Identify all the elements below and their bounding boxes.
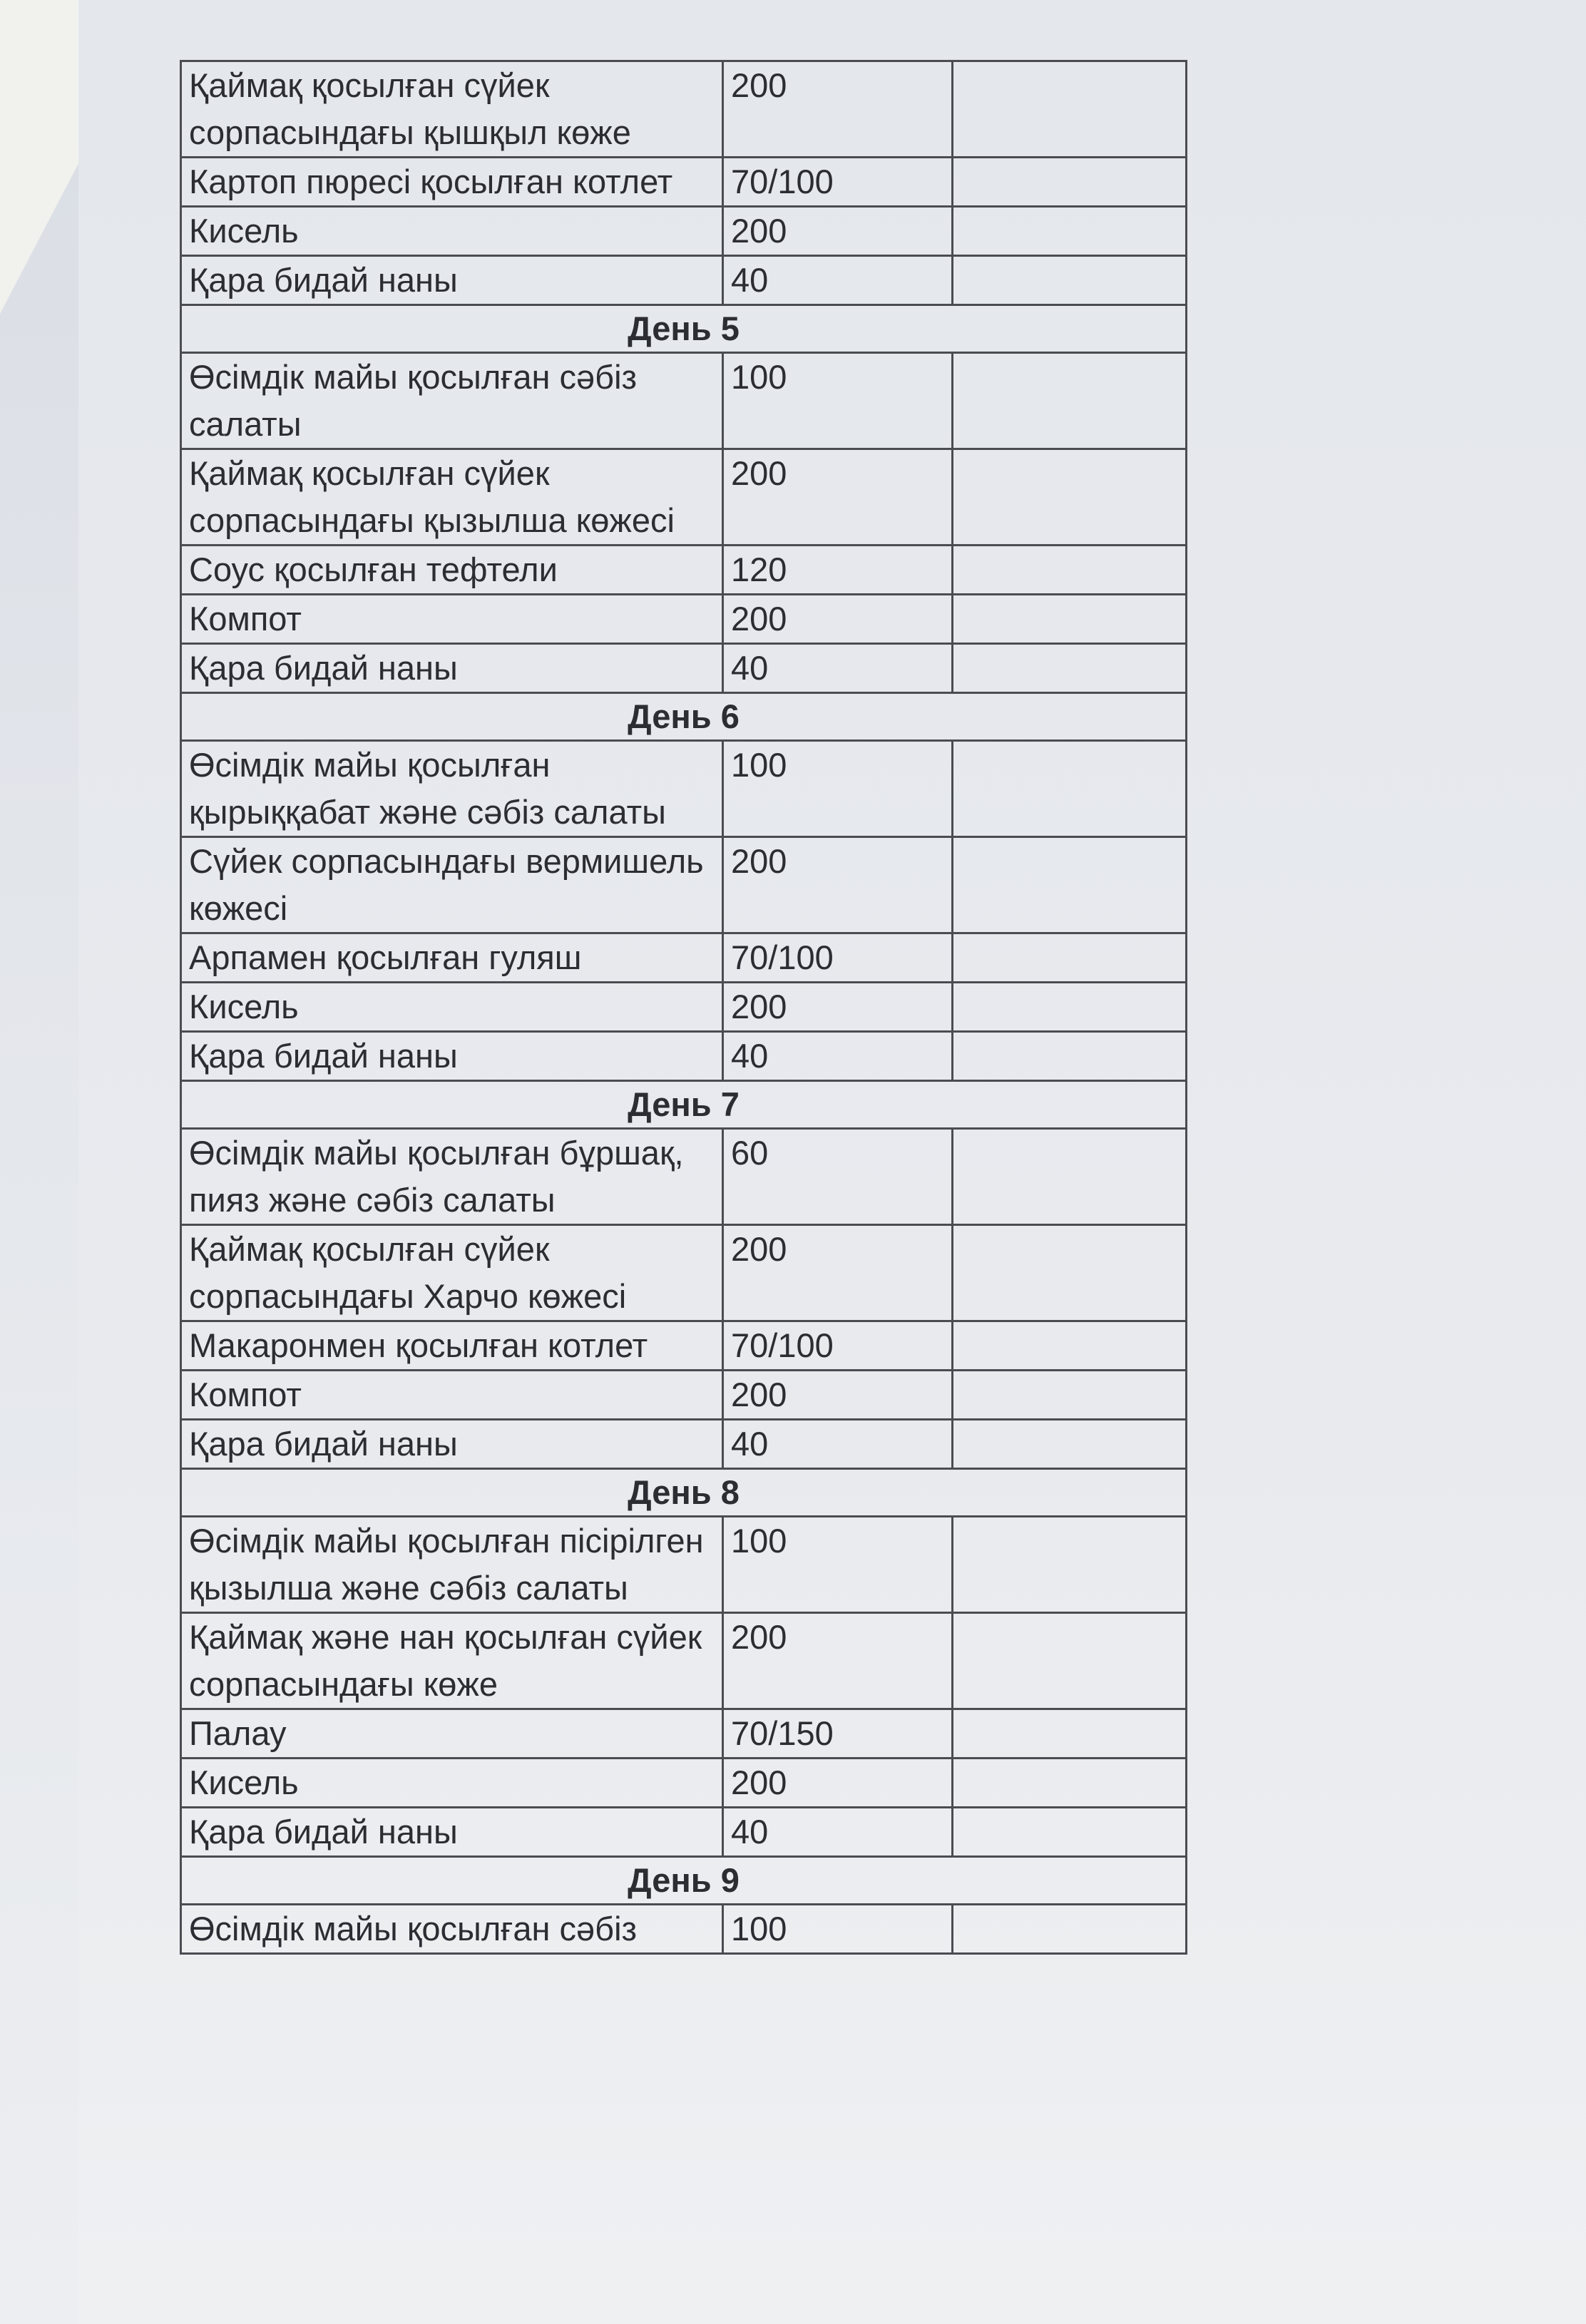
portion-cell: 200 <box>723 207 953 256</box>
dish-name-cell: Кисель <box>181 207 723 256</box>
table-row <box>181 546 1187 595</box>
dish-name-cell: Қаймақ қосылған сүйек сорпасындағы қышқыл көже <box>181 61 723 158</box>
empty-cell <box>953 207 1187 256</box>
empty-cell <box>953 1032 1187 1081</box>
empty-cell <box>953 741 1187 837</box>
portion-cell: 100 <box>723 1905 953 1954</box>
dish-name-cell: Өсімдік майы қосылған сәбіз <box>181 1905 723 1954</box>
menu-table <box>180 60 1187 1955</box>
dish-name-cell: Қаймақ қосылған сүйек сорпасындағы Харчо көжесі <box>181 1225 723 1321</box>
dish-name-cell: Макаронмен қосылған котлет <box>181 1321 723 1371</box>
dish-name-cell: Картоп пюресі қосылған котлет <box>181 158 723 207</box>
table-row <box>181 1129 1187 1225</box>
table-row <box>181 837 1187 933</box>
day-header-row <box>181 1469 1187 1517</box>
dish-name-cell: Компот <box>181 1371 723 1420</box>
dish-name-cell: Қара бидай наны <box>181 644 723 693</box>
empty-cell <box>953 595 1187 644</box>
table-row <box>181 61 1187 158</box>
dish-name-cell: Соус қосылған тефтели <box>181 546 723 595</box>
dish-name-cell: Қара бидай наны <box>181 256 723 305</box>
portion-cell: 40 <box>723 1032 953 1081</box>
table-row <box>181 207 1187 256</box>
table-row <box>181 256 1187 305</box>
dish-name-cell: Қара бидай наны <box>181 1808 723 1857</box>
table-row <box>181 1420 1187 1469</box>
day-header: День 7 <box>181 1081 1187 1129</box>
table-row <box>181 1905 1187 1954</box>
dish-name-cell: Өсімдік майы қосылған пісірілген қызылша және сәбіз салаты <box>181 1517 723 1613</box>
empty-cell <box>953 1709 1187 1759</box>
table-row <box>181 983 1187 1032</box>
table-row <box>181 1225 1187 1321</box>
day-header: День 5 <box>181 305 1187 353</box>
portion-cell: 40 <box>723 1420 953 1469</box>
portion-cell: 100 <box>723 1517 953 1613</box>
empty-cell <box>953 1613 1187 1709</box>
table-row <box>181 1517 1187 1613</box>
table-row <box>181 1808 1187 1857</box>
table-row <box>181 1613 1187 1709</box>
dish-name-cell: Қара бидай наны <box>181 1420 723 1469</box>
day-header-row <box>181 693 1187 741</box>
dish-name-cell: Өсімдік майы қосылған бұршақ, пияз және сәбіз салаты <box>181 1129 723 1225</box>
portion-cell: 200 <box>723 1225 953 1321</box>
empty-cell <box>953 933 1187 983</box>
day-header-row <box>181 1081 1187 1129</box>
dish-name-cell: Қаймақ қосылған сүйек сорпасындағы қызылша көжесі <box>181 449 723 546</box>
portion-cell: 200 <box>723 449 953 546</box>
table-row <box>181 449 1187 546</box>
empty-cell <box>953 1517 1187 1613</box>
empty-cell <box>953 644 1187 693</box>
table-row <box>181 1759 1187 1808</box>
portion-cell: 200 <box>723 1613 953 1709</box>
empty-cell <box>953 1420 1187 1469</box>
empty-cell <box>953 546 1187 595</box>
dish-name-cell: Қаймақ және нан қосылған сүйек сорпасындағы көже <box>181 1613 723 1709</box>
portion-cell: 200 <box>723 983 953 1032</box>
portion-cell: 100 <box>723 741 953 837</box>
portion-cell: 200 <box>723 61 953 158</box>
dish-name-cell: Кисель <box>181 1759 723 1808</box>
portion-cell: 70/100 <box>723 933 953 983</box>
empty-cell <box>953 449 1187 546</box>
portion-cell: 200 <box>723 595 953 644</box>
table-row <box>181 741 1187 837</box>
table-row <box>181 353 1187 449</box>
dish-name-cell: Сүйек сорпасындағы вермишель көжесі <box>181 837 723 933</box>
menu-table-body <box>181 61 1187 1954</box>
portion-cell: 100 <box>723 353 953 449</box>
day-header-row <box>181 1857 1187 1905</box>
table-row <box>181 1709 1187 1759</box>
table-row <box>181 595 1187 644</box>
table-row <box>181 644 1187 693</box>
table-row <box>181 1032 1187 1081</box>
empty-cell <box>953 158 1187 207</box>
portion-cell: 70/100 <box>723 158 953 207</box>
day-header: День 6 <box>181 693 1187 741</box>
dish-name-cell: Арпамен қосылған гуляш <box>181 933 723 983</box>
empty-cell <box>953 1225 1187 1321</box>
dish-name-cell: Өсімдік майы қосылған сәбіз салаты <box>181 353 723 449</box>
portion-cell: 70/100 <box>723 1321 953 1371</box>
portion-cell: 200 <box>723 1371 953 1420</box>
portion-cell: 40 <box>723 644 953 693</box>
portion-cell: 200 <box>723 1759 953 1808</box>
day-header: День 9 <box>181 1857 1187 1905</box>
table-row <box>181 1371 1187 1420</box>
empty-cell <box>953 61 1187 158</box>
empty-cell <box>953 1808 1187 1857</box>
empty-cell <box>953 1371 1187 1420</box>
empty-cell <box>953 983 1187 1032</box>
empty-cell <box>953 1905 1187 1954</box>
empty-cell <box>953 256 1187 305</box>
portion-cell: 70/150 <box>723 1709 953 1759</box>
day-header: День 8 <box>181 1469 1187 1517</box>
dish-name-cell: Өсімдік майы қосылған қырыққабат және сәбіз салаты <box>181 741 723 837</box>
empty-cell <box>953 353 1187 449</box>
table-row <box>181 1321 1187 1371</box>
empty-cell <box>953 1129 1187 1225</box>
table-row <box>181 933 1187 983</box>
portion-cell: 60 <box>723 1129 953 1225</box>
dish-name-cell: Кисель <box>181 983 723 1032</box>
portion-cell: 40 <box>723 256 953 305</box>
dish-name-cell: Қара бидай наны <box>181 1032 723 1081</box>
dish-name-cell: Компот <box>181 595 723 644</box>
day-header-row <box>181 305 1187 353</box>
empty-cell <box>953 1759 1187 1808</box>
table-row <box>181 158 1187 207</box>
portion-cell: 40 <box>723 1808 953 1857</box>
portion-cell: 120 <box>723 546 953 595</box>
empty-cell <box>953 837 1187 933</box>
portion-cell: 200 <box>723 837 953 933</box>
dish-name-cell: Палау <box>181 1709 723 1759</box>
empty-cell <box>953 1321 1187 1371</box>
